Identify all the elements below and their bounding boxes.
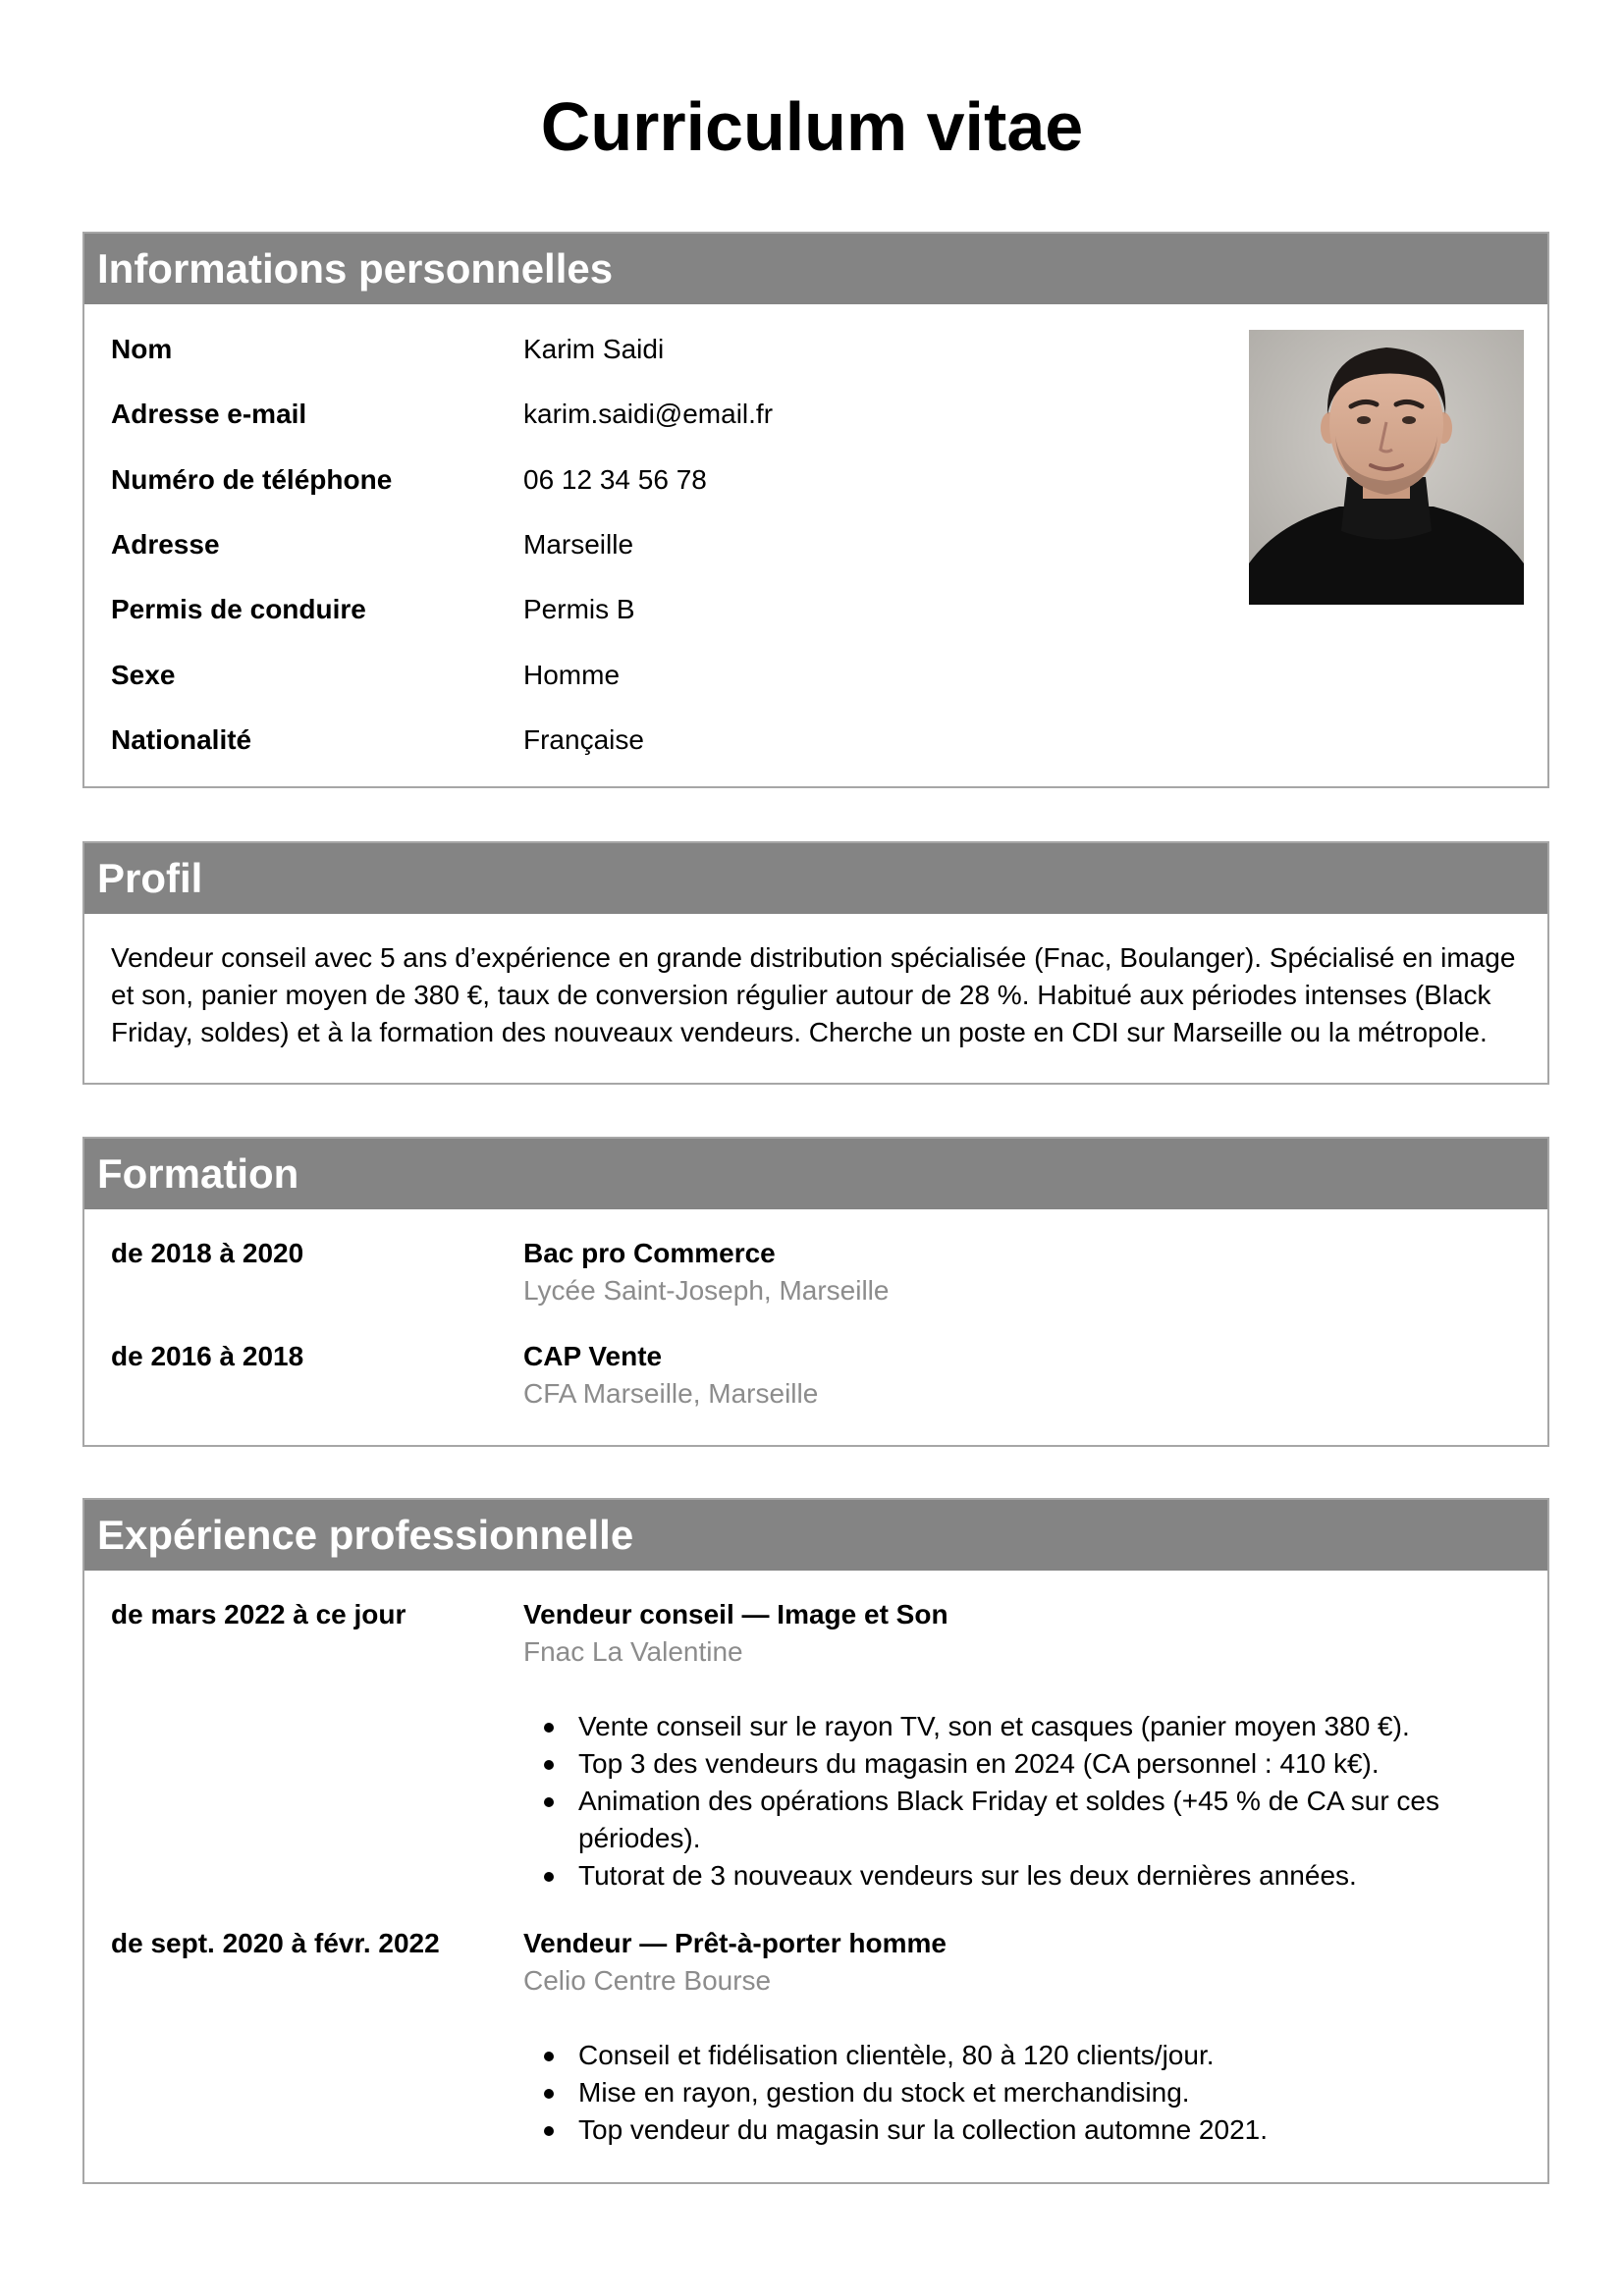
task-text: Mise en rayon, gestion du stock et merchandising. [578, 2077, 1190, 2108]
entry-details [523, 1338, 1515, 1413]
info-label: Sexe [111, 660, 176, 690]
bullet-icon [544, 1797, 554, 1807]
education-section [82, 1137, 1549, 1447]
entry-title: CAP Vente [523, 1341, 663, 1371]
task-text: Tutorat de 3 nouveaux vendeurs sur les deux dernières années. [578, 1860, 1357, 1891]
entry-details [523, 1925, 1515, 2149]
education-heading: Formation [84, 1139, 1547, 1209]
personal-info-section [82, 232, 1549, 788]
entry-details [523, 1235, 1515, 1309]
info-value: Française [523, 724, 644, 755]
info-label: Nationalité [111, 724, 252, 755]
profile-text: Vendeur conseil avec 5 ans d’expérience en grande distribution spécialisée (Fnac, Boulanger). Spécialisé en image et son, panier moyen de 380 €, taux de conversion régulier autour de 28 %. Habitué aux périodes intenses (Black Friday, soldes) et à la formation des nouveaux vendeurs. Cherche un poste en CDI sur Marseille ou la métropole. [111, 942, 1516, 1047]
profile-section [82, 841, 1549, 1085]
entry-date: de sept. 2020 à févr. 2022 [111, 1928, 440, 1958]
info-label: Adresse e-mail [111, 399, 307, 429]
entry-place: Lycée Saint-Joseph, Marseille [523, 1275, 890, 1306]
task-item [523, 1783, 1515, 1857]
entry-place: CFA Marseille, Marseille [523, 1378, 819, 1409]
task-item [523, 1857, 1515, 1895]
info-value: Permis B [523, 594, 635, 624]
personal-info-heading: Informations personnelles [84, 234, 1547, 304]
info-value: karim.saidi@email.fr [523, 399, 774, 429]
task-text: Vente conseil sur le rayon TV, son et casques (panier moyen 380 €). [578, 1711, 1410, 1741]
task-text: Animation des opérations Black Friday et soldes (+45 % de CA sur ces périodes). [578, 1786, 1439, 1853]
experience-heading: Expérience professionnelle [84, 1500, 1547, 1571]
entry-details [523, 1596, 1515, 1895]
entry-date: de 2018 à 2020 [111, 1238, 304, 1268]
entry-title: Vendeur — Prêt-à-porter homme [523, 1928, 947, 1958]
entry-title: Vendeur conseil — Image et Son [523, 1599, 948, 1629]
info-label: Nom [111, 334, 173, 364]
task-item [523, 2111, 1515, 2149]
info-label: Numéro de téléphone [111, 464, 393, 495]
task-list [523, 2037, 1515, 2149]
task-list [523, 1708, 1515, 1895]
info-value: 06 12 34 56 78 [523, 464, 707, 495]
experience-section [82, 1498, 1549, 2184]
portrait-image [1249, 330, 1524, 605]
entry-place: Fnac La Valentine [523, 1636, 743, 1667]
profile-photo [1249, 330, 1524, 605]
page-title: Curriculum vitae [540, 88, 1084, 165]
bullet-icon [544, 1872, 554, 1882]
entry-place: Celio Centre Bourse [523, 1965, 772, 1996]
bullet-icon [544, 1723, 554, 1733]
info-value: Marseille [523, 529, 634, 560]
task-text: Conseil et fidélisation clientèle, 80 à 120 clients/jour. [578, 2040, 1215, 2070]
bullet-icon [544, 2052, 554, 2061]
task-text: Top vendeur du magasin sur la collection automne 2021. [578, 2114, 1268, 2145]
info-label: Adresse [111, 529, 220, 560]
entry-date: de mars 2022 à ce jour [111, 1599, 406, 1629]
bullet-icon [544, 2126, 554, 2136]
task-item [523, 1708, 1515, 1745]
info-label: Permis de conduire [111, 594, 366, 624]
entry-title: Bac pro Commerce [523, 1238, 776, 1268]
task-item [523, 1745, 1515, 1783]
info-value: Karim Saidi [523, 334, 665, 364]
profile-heading: Profil [84, 843, 1547, 914]
bullet-icon [544, 1760, 554, 1770]
bullet-icon [544, 2089, 554, 2099]
entry-date: de 2016 à 2018 [111, 1341, 304, 1371]
task-text: Top 3 des vendeurs du magasin en 2024 (CA personnel : 410 k€). [578, 1748, 1380, 1779]
task-item [523, 2074, 1515, 2111]
info-value: Homme [523, 660, 621, 690]
task-item [523, 2037, 1515, 2074]
